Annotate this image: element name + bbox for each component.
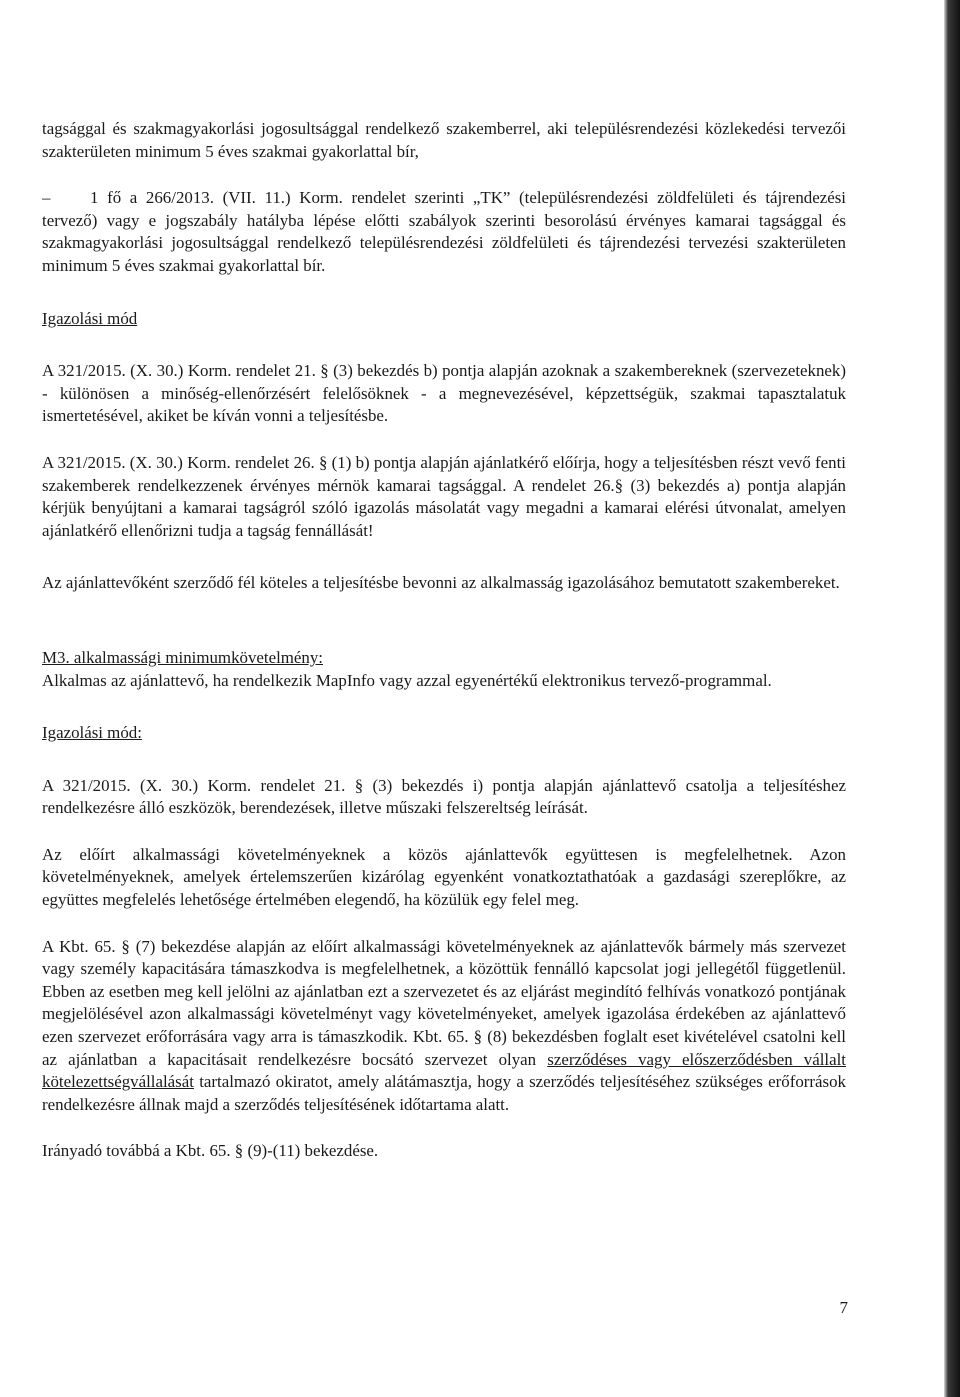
paragraph-321-21: A 321/2015. (X. 30.) Korm. rendelet 21. § (3) bekezdés b) pontja alapján azoknak a szakembereknek (szervezeteknek) - különösen a minőség-ellenőrzésért felelősöknek - a megnevezésével, képzettségük, szakmai tapasztalatuk ismertetésével, akiket be kíván vonni a teljesítésbe. — [42, 361, 846, 426]
page-number: 7 — [839, 1298, 848, 1317]
document-page — [42, 118, 846, 1163]
heading-m3: M3. alkalmassági minimumkövetelmény: — [42, 647, 323, 667]
paragraph-kbt65: A Kbt. 65. § (7) bekezdése alapján az előírt alkalmassági követelményeknek az ajánlattevők bármely más szervezet vagy személy kapacitására támaszkodva is megfelelhetnek, a közöttük fennálló kapcsolat jogi jellegétől függetlenül. Ebben az esetben meg kell jelölni az ajánlatban ezt a szervezetet és az eljárást megindító felhívás vonatkozó pontjának megjelölésével azon alkalmassági követelményt vagy követelményeket, amelyek igazolása érdekében az ajánlattevő ezen szervezet erőforrására vagy arra is támaszkodik. Kbt. 65. § (8) bekezdésben foglalt eset kivételével csatolni kell az ajánlatban a kapacitásait rendelkezésre bocsátó szervezet olyan szerződéses vagy előszerződésben vállalt kötelezettségvállalását tartalmazó okiratot, amely alátámasztja, hogy a szerződés teljesítéséhez szükséges erőforrások rendelkezésre állnak majd a szerződés teljesítésének időtartama alatt. — [42, 936, 847, 1114]
paragraph-ajanlattevo: Az ajánlattevőként szerződő fél köteles a teljesítésbe bevonni az alkalmasság igazolásához bemutatott szakembereket. — [42, 573, 840, 593]
heading-igazolasi-mod-2: Igazolási mód: — [42, 723, 142, 743]
scan-edge-shadow — [944, 0, 960, 1397]
paragraph-eloirt: Az előírt alkalmassági követelményeknek a közös ajánlattevők együttesen is megfelelhetnek. Azon követelményeknek, amelyek értelemszerűen kizárólag egyenként vonatkoztathatóak a gazdasági szereplőkre, az együttes megfelelés lehetősége értelmében elegendő, ha közülük egy felel meg. — [42, 844, 846, 910]
underlined-phrase: szerződéses vagy előszerződésben vállalt kötelezettségvállalását — [42, 1049, 847, 1092]
paragraph-321-21-i: A 321/2015. (X. 30.) Korm. rendelet 21. § (3) bekezdés i) pontja alapján ajánlattevő csatolja a teljesítéshez rendelkezésre álló eszközök, berendezések, illetve műszaki felszereltség leírását. — [42, 775, 846, 818]
paragraph-iranyado: Irányadó továbbá a Kbt. 65. § (9)-(11) bekezdése. — [42, 1141, 379, 1161]
bullet-text: 1 fő a 266/2013. (VII. 11.) Korm. rendelet szerinti „TK” (településrendezési zöldfelületi és tájrendezési tervező) vagy e jogszabály hatályba lépése előtti szabályok szerinti besorolású érvényes kamarai tagsággal és szakmagyakorlási jogosultsággal rendelkező településrendezési zöldfelületi és tájrendezési tervezési szakterületen minimum 5 éves szakmai gyakorlattal bír. — [42, 188, 846, 275]
heading-igazolasi-mod: Igazolási mód — [42, 308, 138, 328]
paragraph-321-26: A 321/2015. (X. 30.) Korm. rendelet 26. § (1) b) pontja alapján ajánlatkérő előírja, hogy a teljesítésben részt vevő fenti szakemberek rendelkezzenek érvényes mérnök kamarai tagsággal. A rendelet 26.§ (3) bekezdés a) pontja alapján kérjük benyújtani a kamarai tagságról szóló igazolás másolatát vagy megadni a kamarai elérési útvonalat, amelyen ajánlatkérő ellenőrizni tudja a tagság fennállását! — [42, 452, 846, 540]
bullet-item-tk — [42, 187, 846, 277]
paragraph-intro: tagsággal és szakmagyakorlási jogosultsággal rendelkező szakemberrel, aki településrendezési közlekedési tervezői szakterületen minimum 5 éves szakmai gyakorlattal bír, — [42, 119, 846, 161]
paragraph-m3: Alkalmas az ajánlattevő, ha rendelkezik MapInfo vagy azzal egyenértékű elektronikus tervező-programmal. — [42, 670, 772, 690]
bullet-dash: – — [42, 188, 51, 208]
